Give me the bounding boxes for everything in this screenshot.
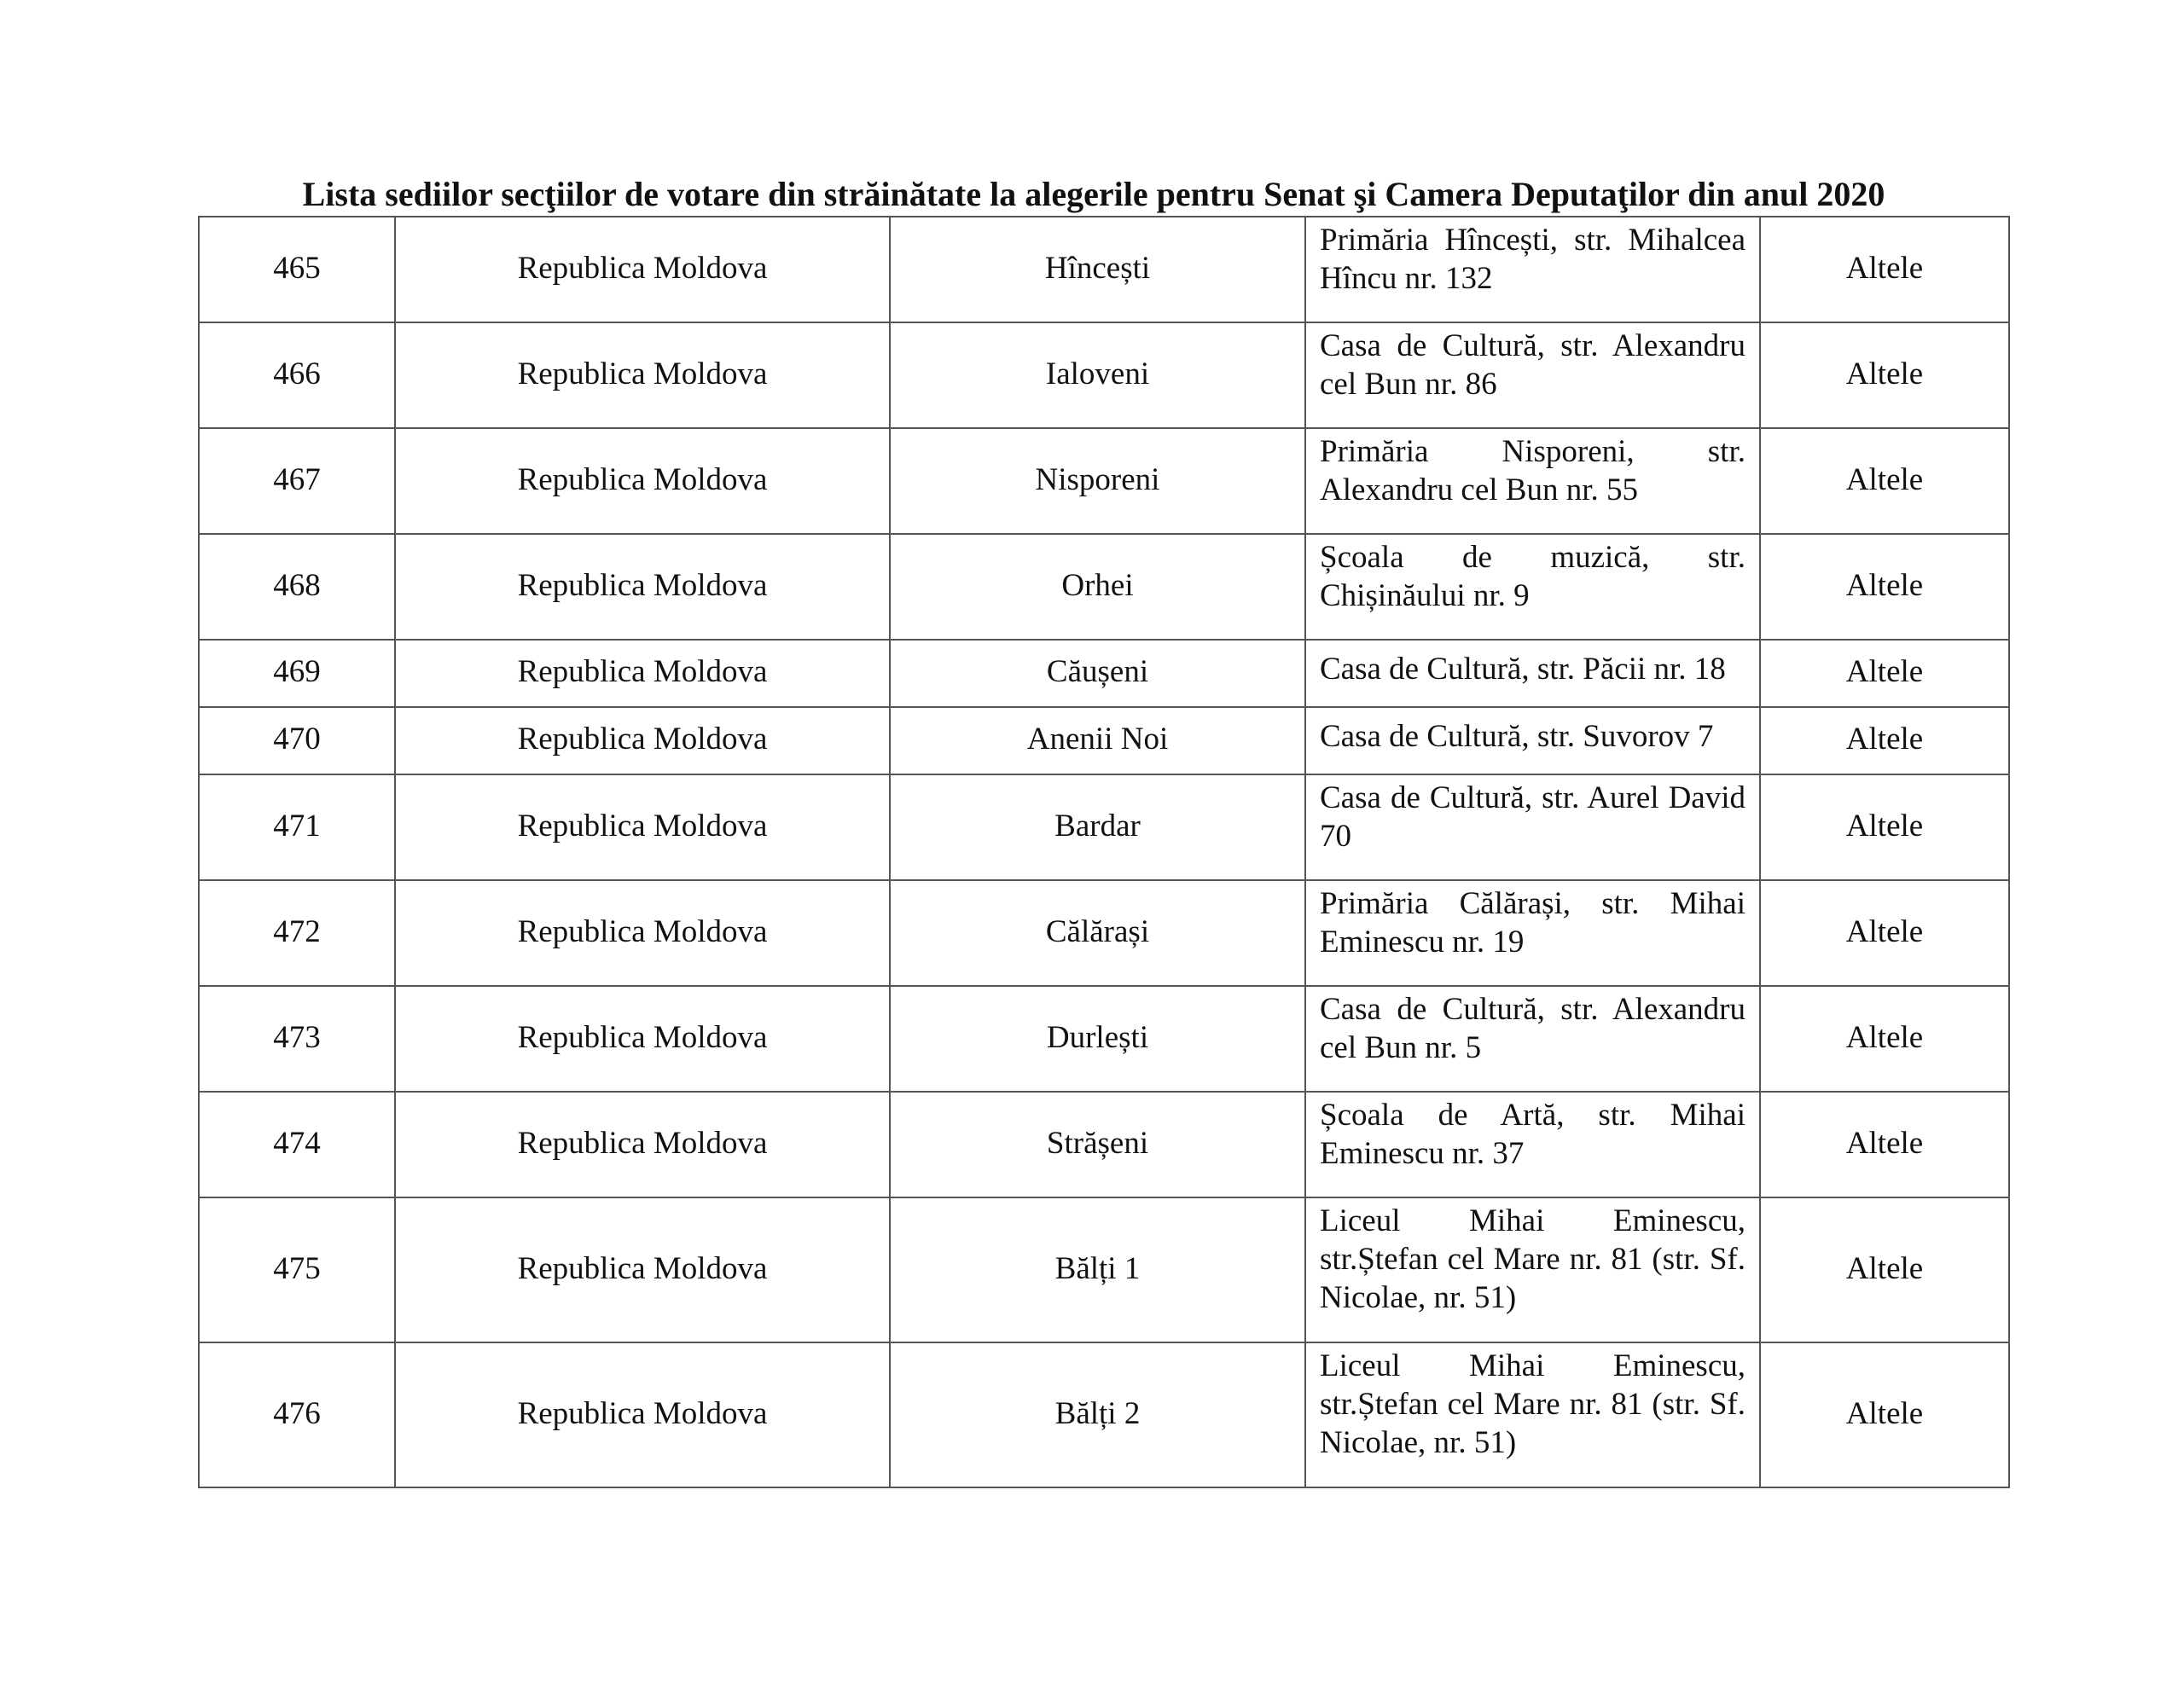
station-number: 465 bbox=[273, 250, 321, 286]
table-row bbox=[199, 217, 2009, 322]
table-row bbox=[199, 1342, 2009, 1487]
category-cell bbox=[1760, 707, 2009, 774]
station-category: Altele bbox=[1845, 461, 1924, 497]
locality-name: Anenii Noi bbox=[1026, 722, 1169, 757]
station-category: Altele bbox=[1845, 1019, 1924, 1055]
station-number: 472 bbox=[273, 913, 321, 949]
station-number-cell bbox=[199, 534, 395, 640]
station-number-cell bbox=[199, 1342, 395, 1487]
station-number-cell bbox=[199, 707, 395, 774]
station-number-cell bbox=[199, 774, 395, 880]
address-cell bbox=[1305, 1197, 1760, 1342]
station-address: Casa de Cultură, str. Aurel David 70 bbox=[1320, 780, 1745, 854]
station-number-cell bbox=[199, 986, 395, 1092]
country-name: Republica Moldova bbox=[517, 1250, 768, 1286]
country-cell bbox=[395, 986, 890, 1092]
locality-cell bbox=[890, 428, 1305, 534]
locality-name: Orhei bbox=[1061, 567, 1134, 603]
page-title: Lista sediilor secţiilor de votare din străinătate la alegerile pentru Senat şi Camera Deputaţilor din anul 2020 bbox=[302, 175, 1885, 213]
station-number-cell bbox=[199, 640, 395, 707]
station-number-cell bbox=[199, 217, 395, 322]
station-number: 474 bbox=[273, 1125, 321, 1161]
country-name: Republica Moldova bbox=[517, 1395, 768, 1431]
locality-name: Bardar bbox=[1054, 808, 1141, 844]
station-number-cell bbox=[199, 880, 395, 986]
table-row bbox=[199, 1092, 2009, 1197]
country-cell bbox=[395, 880, 890, 986]
station-category: Altele bbox=[1845, 1250, 1924, 1286]
category-cell bbox=[1760, 534, 2009, 640]
station-number-cell bbox=[199, 322, 395, 428]
address-cell bbox=[1305, 774, 1760, 880]
category-cell bbox=[1760, 217, 2009, 322]
category-cell bbox=[1760, 774, 2009, 880]
station-category: Altele bbox=[1845, 913, 1924, 949]
country-name: Republica Moldova bbox=[517, 250, 768, 286]
country-cell bbox=[395, 1092, 890, 1197]
locality-cell bbox=[890, 880, 1305, 986]
country-name: Republica Moldova bbox=[517, 808, 768, 844]
station-number: 468 bbox=[273, 567, 321, 603]
address-cell bbox=[1305, 986, 1760, 1092]
address-cell bbox=[1305, 428, 1760, 534]
table-row bbox=[199, 534, 2009, 640]
country-name: Republica Moldova bbox=[517, 461, 768, 497]
station-category: Altele bbox=[1845, 356, 1924, 391]
locality-cell bbox=[890, 1342, 1305, 1487]
station-category: Altele bbox=[1845, 1395, 1924, 1431]
station-number-cell bbox=[199, 1092, 395, 1197]
country-cell bbox=[395, 774, 890, 880]
station-category: Altele bbox=[1845, 567, 1924, 603]
country-cell bbox=[395, 1197, 890, 1342]
station-number: 470 bbox=[273, 722, 321, 757]
country-name: Republica Moldova bbox=[517, 356, 768, 391]
station-category: Altele bbox=[1845, 808, 1924, 844]
locality-cell bbox=[890, 640, 1305, 707]
locality-cell bbox=[890, 774, 1305, 880]
locality-name: Ialoveni bbox=[1045, 356, 1150, 391]
table-row bbox=[199, 428, 2009, 534]
table-row bbox=[199, 322, 2009, 428]
station-address: Casa de Cultură, str. Păcii nr. 18 bbox=[1320, 652, 1726, 687]
category-cell bbox=[1760, 322, 2009, 428]
country-cell bbox=[395, 322, 890, 428]
country-cell bbox=[395, 1342, 890, 1487]
station-address: Școala de Artă, str. Mihai Eminescu nr. 37 bbox=[1320, 1098, 1745, 1171]
category-cell bbox=[1760, 1092, 2009, 1197]
locality-name: Bălți 2 bbox=[1054, 1395, 1141, 1431]
country-name: Republica Moldova bbox=[517, 567, 768, 603]
address-cell bbox=[1305, 640, 1760, 707]
category-cell bbox=[1760, 1197, 2009, 1342]
country-name: Republica Moldova bbox=[517, 654, 768, 689]
locality-name: Căușeni bbox=[1046, 654, 1149, 689]
table-row bbox=[199, 986, 2009, 1092]
locality-cell bbox=[890, 986, 1305, 1092]
locality-cell bbox=[890, 322, 1305, 428]
locality-cell bbox=[890, 1197, 1305, 1342]
station-category: Altele bbox=[1845, 1125, 1924, 1161]
locality-name: Strășeni bbox=[1046, 1125, 1149, 1161]
station-number: 466 bbox=[273, 356, 321, 391]
station-number: 469 bbox=[273, 654, 321, 689]
table-row bbox=[199, 707, 2009, 774]
table-row bbox=[199, 880, 2009, 986]
polling-stations-table bbox=[198, 216, 2010, 1488]
country-name: Republica Moldova bbox=[517, 1019, 768, 1055]
locality-name: Nisporeni bbox=[1035, 461, 1160, 497]
category-cell bbox=[1760, 986, 2009, 1092]
station-address: Primăria Nisporeni, str. Alexandru cel Bun nr. 55 bbox=[1320, 434, 1745, 507]
station-address: Casa de Cultură, str. Alexandru cel Bun nr. 86 bbox=[1320, 328, 1745, 402]
station-category: Altele bbox=[1845, 654, 1924, 689]
address-cell bbox=[1305, 217, 1760, 322]
station-address: Primăria Hîncești, str. Mihalcea Hîncu nr. 132 bbox=[1320, 223, 1745, 296]
country-cell bbox=[395, 640, 890, 707]
table-row bbox=[199, 1197, 2009, 1342]
country-cell bbox=[395, 217, 890, 322]
country-cell bbox=[395, 428, 890, 534]
table-row bbox=[199, 640, 2009, 707]
station-number: 473 bbox=[273, 1019, 321, 1055]
station-address: Casa de Cultură, str. Alexandru cel Bun nr. 5 bbox=[1320, 992, 1745, 1065]
country-name: Republica Moldova bbox=[517, 722, 768, 757]
station-address: Liceul Mihai Eminescu, str.Ștefan cel Mare nr. 81 (str. Sf. Nicolae, nr. 51) bbox=[1320, 1203, 1745, 1315]
category-cell bbox=[1760, 640, 2009, 707]
category-cell bbox=[1760, 1342, 2009, 1487]
locality-cell bbox=[890, 217, 1305, 322]
station-category: Altele bbox=[1845, 722, 1924, 757]
station-number: 475 bbox=[273, 1250, 321, 1286]
address-cell bbox=[1305, 880, 1760, 986]
category-cell bbox=[1760, 880, 2009, 986]
station-address: Școala de muzică, str. Chișinăului nr. 9 bbox=[1320, 540, 1745, 613]
address-cell bbox=[1305, 322, 1760, 428]
address-cell bbox=[1305, 534, 1760, 640]
locality-cell bbox=[890, 1092, 1305, 1197]
locality-cell bbox=[890, 707, 1305, 774]
station-number-cell bbox=[199, 1197, 395, 1342]
country-name: Republica Moldova bbox=[517, 913, 768, 949]
country-name: Republica Moldova bbox=[517, 1125, 768, 1161]
locality-cell bbox=[890, 534, 1305, 640]
station-number: 476 bbox=[273, 1395, 321, 1431]
table-row bbox=[199, 774, 2009, 880]
locality-name: Durlești bbox=[1046, 1019, 1149, 1055]
station-number: 471 bbox=[273, 808, 321, 844]
locality-name: Călărași bbox=[1045, 913, 1150, 949]
address-cell bbox=[1305, 1092, 1760, 1197]
category-cell bbox=[1760, 428, 2009, 534]
locality-name: Bălți 1 bbox=[1054, 1250, 1141, 1286]
address-cell bbox=[1305, 1342, 1760, 1487]
station-address: Liceul Mihai Eminescu, str.Ștefan cel Mare nr. 81 (str. Sf. Nicolae, nr. 51) bbox=[1320, 1348, 1745, 1460]
country-cell bbox=[395, 707, 890, 774]
station-address: Casa de Cultură, str. Suvorov 7 bbox=[1320, 719, 1714, 754]
locality-name: Hîncești bbox=[1044, 250, 1151, 286]
station-number: 467 bbox=[273, 461, 321, 497]
station-address: Primăria Călărași, str. Mihai Eminescu nr. 19 bbox=[1320, 886, 1745, 959]
country-cell bbox=[395, 534, 890, 640]
station-category: Altele bbox=[1845, 250, 1924, 286]
address-cell bbox=[1305, 707, 1760, 774]
station-number-cell bbox=[199, 428, 395, 534]
